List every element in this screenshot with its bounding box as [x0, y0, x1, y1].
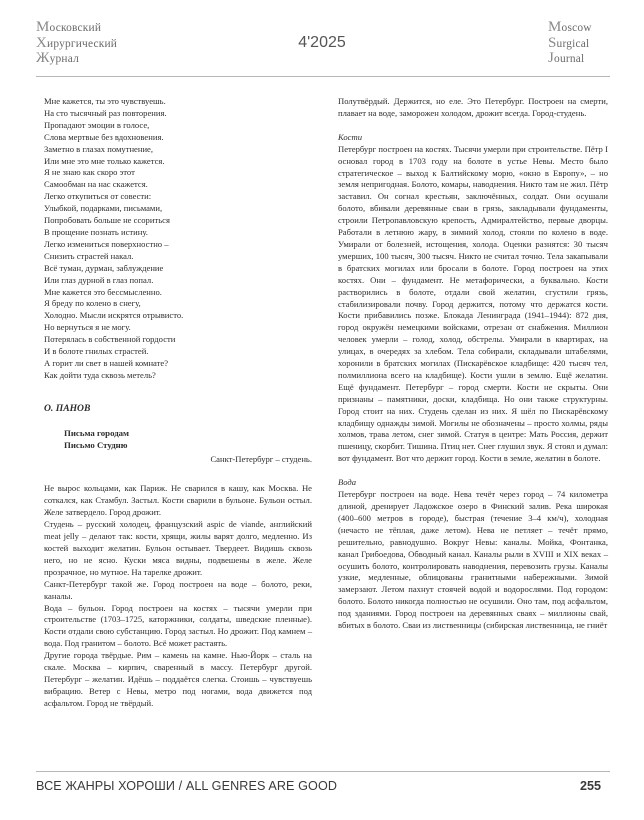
- prose-paragraph: Студень – русский холодец, французский aspic de viande, английский meat jelly – делают так: кости, хрящи, жилы варят долго, медленно. Из костей выходит желатин. Бульон остывает. Твердеет. Видишь сквозь него, но не ясно. Куски мяса видны, подвешены в желе. Желе прозрачное, но мутное. На тарелке дрожит.: [44, 519, 312, 577]
- poem: [44, 96, 312, 382]
- place-line: Санкт-Петербург – студень.: [210, 453, 312, 464]
- prose-paragraph: Не вырос кольцами, как Париж. Не сварился в кашу, как Москва. Не соткался, как Стамбул. Застыл. Кости сварили в бульоне. Бульон остыл. Желе затвердело. Город дрожит.: [44, 483, 312, 518]
- logo-line: Московский: [36, 19, 102, 35]
- prose-paragraph: Вода – бульон. Город построен на костях – тысячи умерли при строительстве (1703–1725, каторжники, солдаты, шведские пленные). Кости отдали свою субстанцию. Город застыл. Но дрожит. Под камнем – вода. Под гранитом – болото. Всё может растаять.: [44, 602, 312, 649]
- poem-line: Легко измениться поверхностно –: [44, 238, 169, 249]
- logo-line: Журнал: [36, 50, 79, 67]
- poem-line: Легко откупиться от совести:: [44, 191, 152, 202]
- poem-line: Пропадают эмоции в голосе,: [44, 119, 150, 130]
- title-2: Письмо Студню: [64, 439, 128, 450]
- prose-paragraph: Другие города твёрдые. Рим – камень на камне. Нью-Йорк – сталь на скале. Москва – кирпич, сваренный в массу. Петербург другой. Петербург – желатин. Идёшь – поддаётся слегка. Стоишь – чувствуешь вибрацию. Ветер с Невы, метро под ногами, вода движется под асфальтом. Город не твёрдый.: [44, 650, 312, 708]
- poem-line: Но вернуться я не могу.: [44, 322, 131, 333]
- spacer: [338, 120, 608, 132]
- poem-line: Заметно в глазах помутнение,: [44, 143, 154, 154]
- poem-line: Я бреду по колено в снегу,: [44, 298, 141, 309]
- poem-line: Потерялась в собственной гордости: [44, 334, 176, 345]
- poem-line: И в болоте гнилых страстей.: [44, 346, 149, 357]
- author-name: О. ПАНОВ: [44, 402, 91, 414]
- section-bones-text: Петербург построен на костях. Тысячи умерли при строительстве. Пётр I основал город в 1703 году на болоте в устье Невы. Место было стратегическое – выход к Балтийскому морю, «окно в Европу», – но земля непригодная. Болото, комары, наводнения. Никто там не жил. Пётр заставил. Он согнал крестьян, заключённых, солдат. Они осушали болото, вбивали деревянные сваи в грязь, закладывали фундаменты, строили Петропавловскую крепость, Адмиралтейство, первые дворцы. Работали в летнюю жару, в зимний холод, стояли по колено в воде. Умирали от болезней, истощения, холода. Оценки разнятся: 30 тысяч умерших, 100 тысяч, 300 тысяч. Никто не считал точно. Тела закапывали в братских могилах или бросали в болоте. Город построен на этих костях. Они – фундамент. Не метафорически, а буквально. Кости растворились в болоте, отдали свой желатин, сгустили грязь, стабилизировали почву. Город держится, потому что держатся кости. Кости прибавились позже. Блокада Ленинграда (1941–1944): 872 дня, город окружён немецкими войсками, отрезан от снабжения. Миллион человек умерли – голод, холод, обстрелы. Умирали в квартирах, на улицах, в очередях за хлебом. Тела собирали, складывали штабелями, хоронили в братских могилах (Пискарёвское кладбище: 420 тысяч тел, полмиллиона всего на кладбище). Кости ушли в землю. Ещё желатин. Ещё фундамент. Петербург – город смерти. Кости не скрыты. Они признаны – памятники, доски, кладбища. Но они также структурны. Город стоит на них. Студень сделан из них. Я шёл по Пискарёвскому кладбищу однажды зимой. Могилы не обозначены – просто холмы, ряды холмов, трава летом, снег зимой. Статуя в центре: Мать Россия, держит пшеницу, скорбит. Тишина. Птиц нет. Снег глушил звук. Я стоял и думал: вот фундамент. Вот что держит город. Кости в земле, желатин в болоте.: [338, 143, 608, 464]
- title-1: Письма городам: [64, 427, 130, 438]
- poem-line: Улыбкой, подарками, письмами,: [44, 203, 163, 214]
- logo-line: Moscow: [548, 19, 592, 35]
- spacer: [338, 465, 608, 477]
- right-column: [338, 96, 608, 632]
- poem-line: Я не знаю как скоро этот: [44, 167, 135, 178]
- poem-line: Холодно. Мысли искрятся отрывисто.: [44, 310, 184, 321]
- page-number: 255: [580, 779, 602, 793]
- poem-line: На сто тысячный раз повторения.: [44, 107, 167, 118]
- poem-line: Мне кажется, ты это чувствуешь.: [44, 96, 166, 106]
- journal-logo-en: [548, 20, 628, 72]
- poem-line: В прощение познать истину.: [44, 226, 148, 237]
- poem-line: Мне кажется это бессмысленно.: [44, 286, 162, 297]
- header-rule: [36, 76, 610, 77]
- issue-number: 4'2025: [298, 34, 346, 51]
- logo-line: Journal: [548, 50, 585, 67]
- poem-line: Или глаз дурной в глаз попал.: [44, 274, 154, 285]
- poem-line: Слова мертвые без вдохновения.: [44, 131, 164, 142]
- logo-line: Хирургический: [36, 34, 118, 51]
- poem-line: А горит ли свет в нашей комнате?: [44, 357, 169, 368]
- spacer: [44, 465, 312, 483]
- footer-rule: [36, 771, 610, 772]
- intro-paragraph: Полутвёрдый. Держится, но еле. Это Петербург. Построен на смерти, плавает на воде, заморожен холодом, дрожит всегда. Город-студень.: [338, 96, 608, 118]
- rubric: ВСЕ ЖАНРЫ ХОРОШИ / ALL GENRES ARE GOOD: [36, 779, 338, 793]
- poem-line: Снизить страстей накал.: [44, 250, 134, 261]
- prose: [44, 483, 312, 709]
- poem-line: Всё туман, дурман, заблуждение: [44, 262, 164, 273]
- poem-line: Как дойти туда сквозь метель?: [44, 369, 156, 380]
- section-title-bones: Кости: [338, 131, 362, 142]
- prose-paragraph: Санкт-Петербург такой же. Город построен на воде – болото, реки, каналы.: [44, 578, 312, 601]
- logo-line: Surgical: [548, 34, 590, 51]
- left-column: [44, 96, 312, 710]
- poem-line: Или мне это мне только кажется.: [44, 155, 165, 166]
- poem-line: Попробовать больше не ссориться: [44, 215, 170, 226]
- section-water-text: Петербург построен на воде. Нева течёт через город – 74 километра длиной, дренирует Ладожское озеро в Финский залив. Река широкая (400–600 метров в городе), быстрая (течение 3–4 км/ч), холодная (нечасто не тёплая, даже летом). Нева не петляет – течёт прямо, решительно, равнодушно. Вокруг Невы: каналы. Мойка, Фонтанка, канал Грибоедова, Обводный канал. Каналы рыли в XVIII и XIX веках – осушить болото, контролировать наводнения, перевозить грузы. Каналы узкие, медленные, облицованы гранитными набережными. Зимой замерзают. Летом пахнут стоячей водой и водорослями. Под городом: болото. Болото никогда полностью не осушили. Оно там, под асфальтом, под зданиями. Город построен на деревянных сваях – миллионы свай, вбитых в болото. Сваи из лиственницы (сибирская лиственница, не гниёт: [338, 489, 608, 631]
- poem-line: Самообман на нас скажется.: [44, 179, 148, 190]
- section-title-water: Вода: [338, 477, 357, 488]
